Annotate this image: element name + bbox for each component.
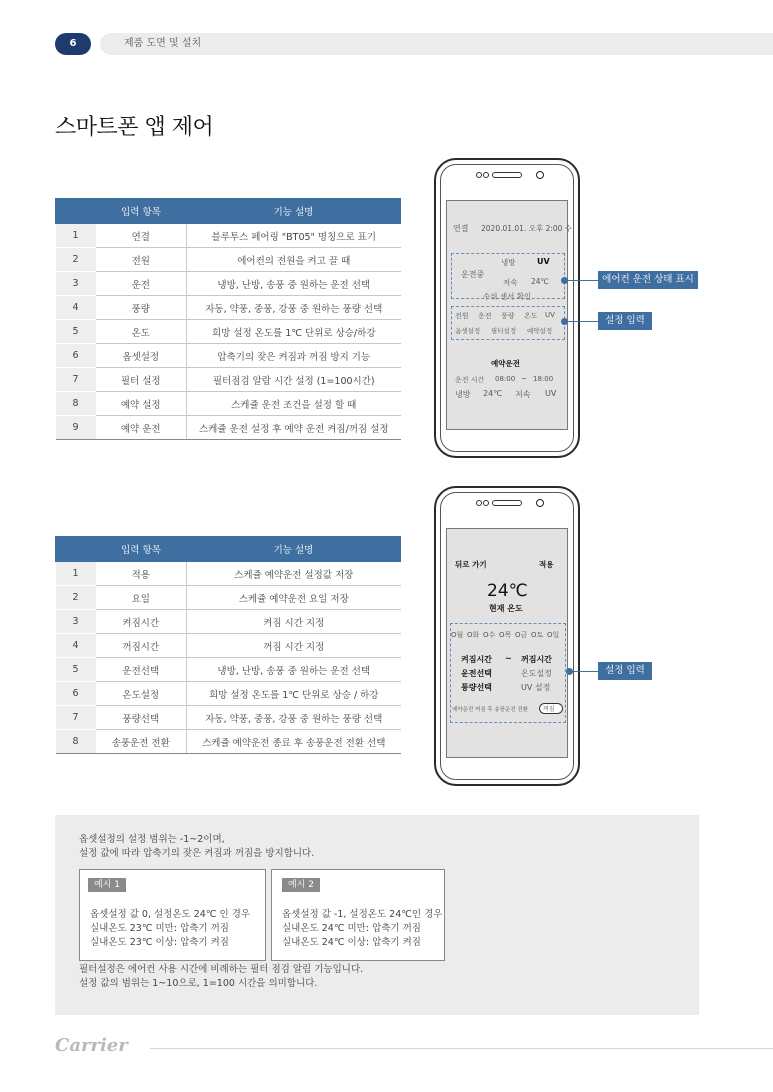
uv-set-button[interactable]: UV 설정 — [521, 683, 551, 692]
time-tilde: ~ — [505, 654, 512, 663]
row-item: 필터 설정 — [96, 368, 187, 392]
day-friday[interactable]: O금 — [515, 631, 528, 639]
run-time-end: 18:00 — [533, 375, 554, 383]
row-description: 자동, 약풍, 중풍, 강풍 중 원하는 풍량 선택 — [187, 706, 401, 730]
footer-divider — [150, 1048, 773, 1049]
row-item: 전원 — [96, 248, 187, 272]
page-title: 스마트폰 앱 제어 — [55, 115, 214, 140]
app-screen-main — [446, 200, 573, 430]
example-2-label: 예시 2 — [282, 878, 320, 892]
example-1-line-3: 실내온도 23℃ 이상: 압축기 켜짐 — [90, 937, 229, 948]
temp-value: 24℃ — [531, 277, 549, 286]
row-number: 1 — [56, 562, 96, 586]
speaker-icon — [492, 172, 522, 178]
run-time-start: 08:00 — [495, 375, 516, 383]
sensor-icon — [483, 500, 489, 506]
row-item: 켜짐시간 — [96, 610, 187, 634]
example-1-label: 예시 1 — [88, 878, 126, 892]
row-number: 5 — [56, 658, 96, 682]
note-line-1: 옵셋설정의 설정 범위는 -1~2이며, — [79, 834, 225, 845]
table-row — [56, 344, 401, 368]
table-row — [56, 634, 401, 658]
table-row — [56, 658, 401, 682]
datetime-text: 2020.01.01. 오후 2:00 수 — [481, 224, 573, 233]
row-number: 3 — [56, 610, 96, 634]
row-description: 압축기의 잦은 켜짐과 꺼짐 방지 기능 — [187, 344, 401, 368]
temp-set-button[interactable]: 온도설정 — [521, 669, 552, 678]
row-item: 연결 — [96, 224, 187, 248]
phone-illustration-1 — [434, 158, 580, 458]
col-header-no — [56, 537, 96, 562]
row-item: 운전 — [96, 272, 187, 296]
row-description: 스케쥴 예약운전 설정값 저장 — [187, 562, 401, 586]
row-item: 예약 운전 — [96, 416, 187, 440]
speaker-icon — [492, 500, 522, 506]
current-temp-label: 현재 온도 — [489, 604, 523, 613]
col-header-desc: 기능 설명 — [187, 199, 401, 224]
offset-setting-button[interactable]: 옵셋설정 — [455, 327, 481, 335]
day-sunday[interactable]: O일 — [547, 631, 560, 639]
row-item: 온도 — [96, 320, 187, 344]
section-title: 제품 도면 및 설치 — [124, 38, 202, 49]
row-description: 스케쥴 예약운전 요일 저장 — [187, 586, 401, 610]
uv-value: UV — [537, 257, 550, 266]
row-number: 7 — [56, 368, 96, 392]
table-row — [56, 296, 401, 320]
row-item: 예약 설정 — [96, 392, 187, 416]
table-row — [56, 706, 401, 730]
table-row — [56, 368, 401, 392]
row-number: 9 — [56, 416, 96, 440]
day-thursday[interactable]: O목 — [499, 631, 512, 639]
row-number: 4 — [56, 296, 96, 320]
row-item: 풍량선택 — [96, 706, 187, 730]
row-number: 8 — [56, 392, 96, 416]
row-number: 2 — [56, 248, 96, 272]
row-description: 켜짐 시간 지정 — [187, 610, 401, 634]
run-time-label: 운전 시간 — [455, 376, 485, 384]
sensor-icon — [483, 172, 489, 178]
table-row — [56, 730, 401, 754]
row-item: 요일 — [96, 586, 187, 610]
brand-logo: Carrier — [55, 1035, 128, 1056]
example-2-box — [271, 869, 445, 961]
reservation-temp: 24℃ — [483, 389, 503, 398]
apply-button[interactable]: 적용 — [539, 560, 554, 569]
day-saturday[interactable]: O토 — [531, 631, 544, 639]
note-line-2: 설정 값에 따라 압축기의 잦은 켜짐과 꺼짐을 방지합니다. — [79, 848, 315, 859]
example-2-line-1: 옵셋설정 값 -1, 설정온도 24℃인 경우 — [282, 909, 443, 920]
mode-select-button[interactable]: 운전선택 — [461, 669, 492, 678]
settings-input-callout: 설정 입력 — [598, 312, 652, 330]
fan-select-button[interactable]: 풍량선택 — [461, 683, 492, 692]
row-number: 2 — [56, 586, 96, 610]
table-row — [56, 272, 401, 296]
filter-setting-button[interactable]: 필터설정 — [491, 327, 517, 335]
on-time-button[interactable]: 켜짐시간 — [461, 655, 492, 664]
col-header-desc: 기능 설명 — [187, 537, 401, 562]
table-row — [56, 610, 401, 634]
day-wednesday[interactable]: O수 — [483, 631, 496, 639]
row-number: 1 — [56, 224, 96, 248]
reservation-mode: 냉방 — [455, 390, 471, 399]
current-temp-value: 24℃ — [487, 581, 528, 601]
app-screen-reservation — [446, 528, 568, 758]
table-header-row — [56, 537, 401, 562]
row-item: 풍량 — [96, 296, 187, 320]
row-description: 냉방, 난방, 송풍 중 원하는 운전 선택 — [187, 658, 401, 682]
row-number: 3 — [56, 272, 96, 296]
water-sensor-check: 수위 센서 확인 — [483, 292, 532, 301]
row-number: 5 — [56, 320, 96, 344]
row-item: 운전선택 — [96, 658, 187, 682]
table-row — [56, 682, 401, 706]
temp-button[interactable]: 온도 — [524, 312, 538, 320]
sensor-icon — [476, 172, 482, 178]
row-number: 8 — [56, 730, 96, 754]
row-description: 블루투스 페어링 "BT05" 명칭으로 표기 — [187, 224, 401, 248]
note-line-3: 필터설정은 에어컨 사용 시간에 비례하는 필터 점검 알림 기능입니다. — [79, 964, 364, 975]
table-row — [56, 392, 401, 416]
sensor-icon — [476, 500, 482, 506]
row-number: 4 — [56, 634, 96, 658]
off-time-button[interactable]: 꺼짐시간 — [521, 655, 552, 664]
operation-button[interactable]: 운전 — [478, 312, 492, 320]
input-items-table-2 — [55, 536, 401, 754]
row-item: 적용 — [96, 562, 187, 586]
fan-button[interactable]: 풍량 — [501, 312, 515, 320]
col-header-item: 입력 항목 — [96, 199, 187, 224]
row-description: 희망 설정 온도를 1℃ 단위로 상승/하강 — [187, 320, 401, 344]
table-row — [56, 586, 401, 610]
example-2-line-2: 실내온도 24℃ 미만: 압축기 꺼짐 — [282, 923, 421, 934]
row-item: 옵셋설정 — [96, 344, 187, 368]
page-number-badge: 6 — [55, 33, 91, 55]
table-row — [56, 320, 401, 344]
status-display-callout: 에어컨 운전 상태 표시 — [598, 271, 698, 289]
run-time-sep: ~ — [521, 375, 527, 383]
reservation-fan: 저속 — [515, 390, 531, 399]
row-description: 냉방, 난방, 송풍 중 원하는 운전 선택 — [187, 272, 401, 296]
fan-switch-toggle[interactable]: 꺼짐 — [539, 703, 563, 714]
row-description: 꺼짐 시간 지정 — [187, 634, 401, 658]
day-monday[interactable]: O월 — [451, 631, 464, 639]
row-description: 희망 설정 온도를 1℃ 단위로 상승 / 하강 — [187, 682, 401, 706]
col-header-item: 입력 항목 — [96, 537, 187, 562]
table-row — [56, 224, 401, 248]
row-item: 온도설정 — [96, 682, 187, 706]
reservation-title: 예약운전 — [491, 359, 520, 368]
table-header-row — [56, 199, 401, 224]
callout-line — [566, 321, 598, 322]
settings-input-callout: 설정 입력 — [598, 662, 652, 680]
row-description: 필터점검 알람 시간 설정 (1=100시간) — [187, 368, 401, 392]
mode-value: 냉방 — [501, 258, 516, 267]
example-1-line-2: 실내온도 23℃ 미만: 압축기 꺼짐 — [90, 923, 229, 934]
power-button[interactable]: 전원 — [455, 312, 469, 320]
row-description: 에어컨의 전원을 켜고 끌 때 — [187, 248, 401, 272]
note-line-4: 설정 값의 범위는 1~10으로, 1=100 시간을 의미합니다. — [79, 978, 318, 989]
offset-filter-note — [55, 815, 699, 1015]
camera-icon — [536, 171, 544, 179]
uv-button[interactable]: UV — [545, 311, 555, 319]
row-item: 꺼짐시간 — [96, 634, 187, 658]
col-header-no — [56, 199, 96, 224]
input-items-table-1 — [55, 198, 401, 440]
example-2-line-3: 실내온도 24℃ 이상: 압축기 켜짐 — [282, 937, 421, 948]
fan-switch-text: 예약운전 꺼짐 후 송풍운전 전환 — [452, 707, 529, 713]
row-description: 자동, 약풍, 중풍, 강풍 중 원하는 풍량 선택 — [187, 296, 401, 320]
back-button[interactable]: 뒤로 가기 — [455, 560, 487, 569]
row-number: 6 — [56, 682, 96, 706]
callout-line — [571, 671, 598, 672]
day-tuesday[interactable]: O화 — [467, 631, 480, 639]
row-description: 스케쥴 운전 설정 후 예약 운전 켜짐/꺼짐 설정 — [187, 416, 401, 440]
running-status: 운전중 — [461, 270, 485, 279]
table-row — [56, 416, 401, 440]
reservation-setting-button[interactable]: 예약설정 — [527, 327, 553, 335]
example-1-box — [79, 869, 266, 961]
callout-line — [566, 280, 598, 281]
phone-illustration-2 — [434, 486, 580, 786]
row-description: 스케쥴 예약운전 종료 후 송풍운전 전환 선택 — [187, 730, 401, 754]
row-number: 6 — [56, 344, 96, 368]
table-row — [56, 248, 401, 272]
reservation-uv: UV — [545, 389, 557, 398]
row-item: 송풍운전 전환 — [96, 730, 187, 754]
table-row — [56, 562, 401, 586]
camera-icon — [536, 499, 544, 507]
row-number: 7 — [56, 706, 96, 730]
example-1-line-1: 옵셋설정 값 0, 설정온도 24℃ 인 경우 — [90, 909, 251, 920]
row-description: 스케쥴 운전 조건을 설정 할 때 — [187, 392, 401, 416]
connect-button[interactable]: 연결 — [453, 224, 469, 233]
fan-value: 저속 — [503, 278, 518, 287]
